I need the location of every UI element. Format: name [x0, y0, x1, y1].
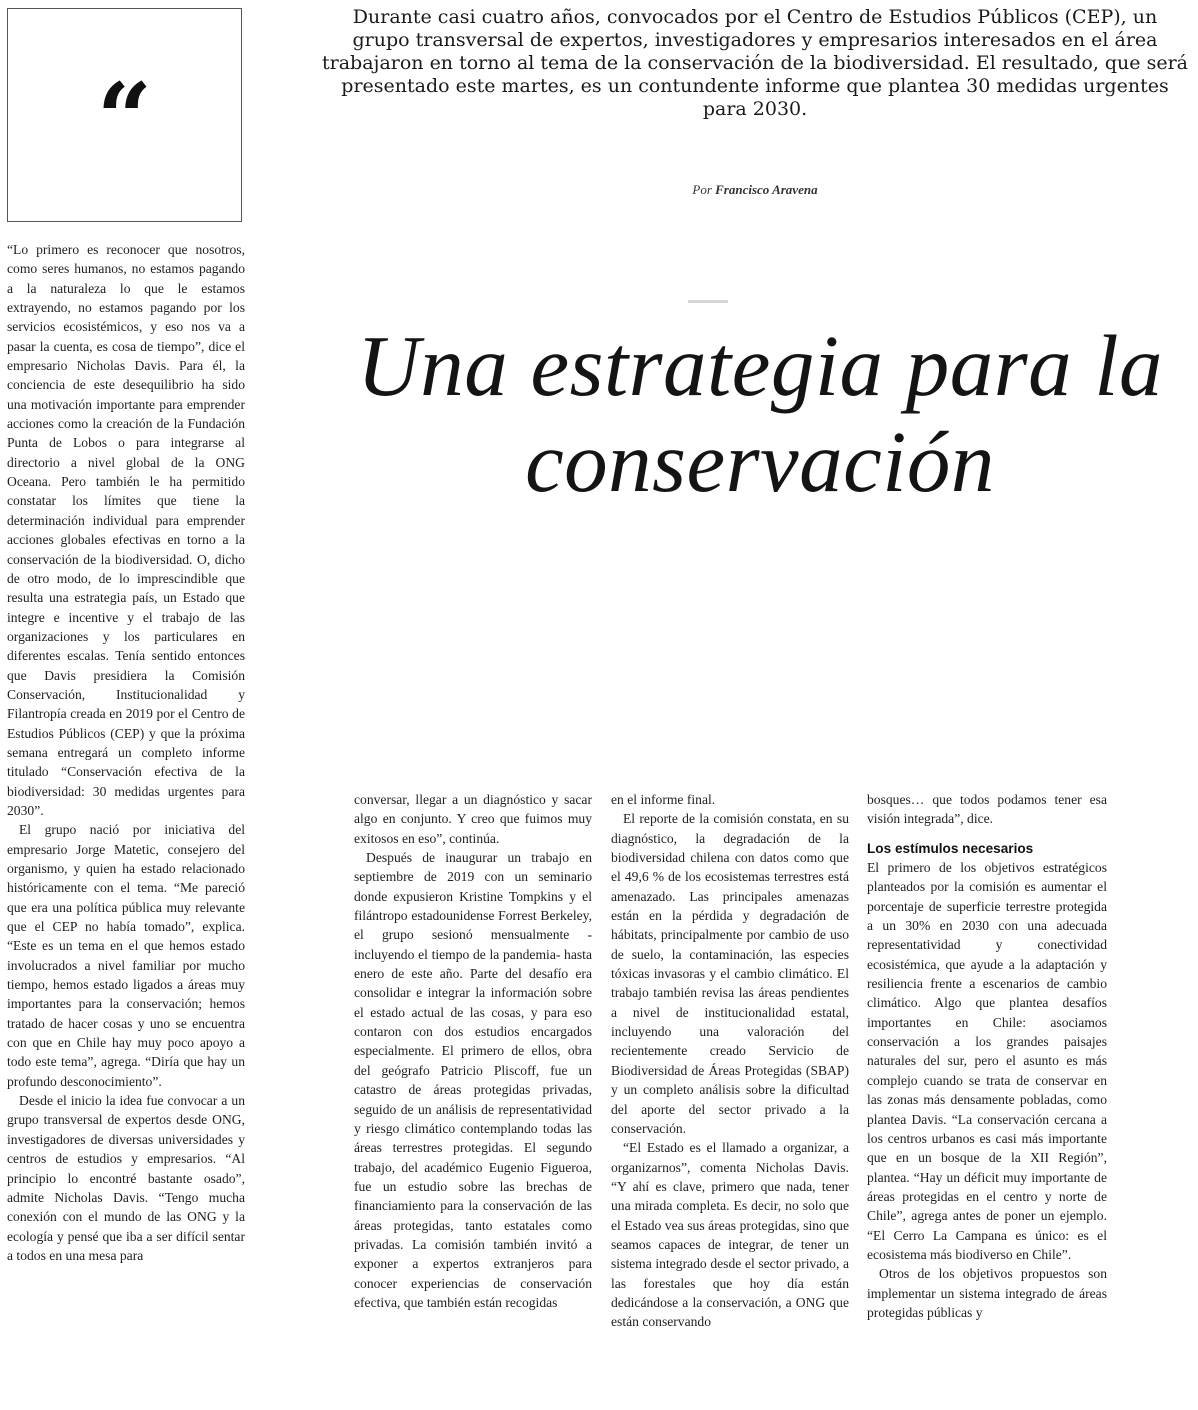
column-2	[354, 790, 592, 1312]
article-headline: Una estrategia para la conservación	[356, 317, 1164, 510]
paragraph: “El Estado es el llamado a organizar, a organizarnos”, comenta Nicholas Davis. “Y ahí es clave, primero que nada, tener una mirada completa. Es decir, no solo que el Estado vea sus áreas protegidas, sino que seamos capaces de integrar, de tener un sistema integrado desde el sector privado, a las forestales que hoy día están dedicándose a la conservación, a ONG que están conservando	[611, 1140, 849, 1330]
paragraph: conversar, llegar a un diagnóstico y sacar algo en conjunto. Y creo que fuimos muy exitosos en eso”, continúa.	[354, 792, 592, 846]
paragraph: bosques… que todos podamos tener esa visión integrada”, dice.	[867, 792, 1107, 827]
paragraph: El primero de los objetivos estratégicos planteados por la comisión es aumentar el porcentaje de superficie terrestre protegida a un 30% en 2030 con una adecuada representatividad y conectividad ecosistémica, que ayude a la adaptación y resiliencia frente a escenarios de cambio climático. Algo que plantea desafíos importantes en Chile: asociamos conservación a los grandes paisajes naturales del sur, pero el asunto es más complejo cuando se trata de conservar en las zonas más densamente pobladas, como plantea Davis. “La conservación cercana a los centros urbanos es casi más importante que en un bosque de la XII Región”, plantea. “Hay un déficit muy importante de áreas protegidas en el centro y norte de Chile”, agrega antes de poner un ejemplo. “El Cerro La Campana es único: es el ecosistema más biodiverso en Chile”.	[867, 860, 1107, 1262]
byline	[322, 182, 1188, 198]
byline-author: Francisco Aravena	[715, 182, 818, 197]
paragraph: Después de inaugurar un trabajo en septiembre de 2019 con un seminario donde expusieron Kristine Tompkins y el filántropo estadounidense Forrest Berkeley, el grupo sesionó mensualmente -incluyendo el tiempo de la pandemia- hasta enero de este año. Parte del desafío era consolidar e integrar la información sobre el estado actual de las cosas, y para eso contaron con dos estudios encargados especialmente. El primero de ellos, obra del geógrafo Patricio Pliscoff, fue un catastro de áreas protegidas privadas, seguido de un análisis de representatividad y riesgo climático contemplando todas las áreas terrestres protegidas. El segundo trabajo, del académico Eugenio Figueroa, fue un estudio sobre las brechas de financiamiento para la conservación de las áreas protegidas, tanto estatales como privadas. La comisión también invitó a exponer a expertos extranjeros para conocer experiencias de conservación efectiva, que también están recogidas	[354, 850, 592, 1310]
column-1	[7, 240, 245, 1265]
decorative-rule	[688, 300, 728, 303]
paragraph: El grupo nació por iniciativa del empresario Jorge Matetic, consejero del organismo, y quien ha estado relacionado históricamente con el tema. “Me pareció que era una política pública muy relevante que el CEP no había tomado”, explica. “Este es un tema en el que hemos estado involucrados a nivel familiar por mucho tiempo, hemos estado ligados a áreas muy importantes para la conservación; hemos tratado de hacer cosas y uno se encuentra con que en Chile hay muy poco apoyo a todo este tema”, agrega. “Diría que hay un profundo desconocimiento”.	[7, 822, 245, 1089]
column-3	[611, 790, 849, 1332]
paragraph: en el informe final.	[611, 792, 716, 807]
pull-quote-box	[7, 8, 242, 222]
lead-paragraph: Durante casi cuatro años, convocados por el Centro de Estudios Públicos (CEP), un grupo transversal de expertos, investigadores y empresarios interesados en el área trabajaron en torno al tema de la conservación de la biodiversidad. El resultado, que será presentado este martes, es un contundente informe que plantea 30 medidas urgentes para 2030.	[322, 6, 1188, 120]
byline-prefix: Por	[692, 182, 712, 197]
quote-mark-icon: “	[96, 62, 153, 175]
paragraph: Desde el inicio la idea fue convocar a un grupo transversal de expertos desde ONG, investigadores de diversas universidades y centros de estudios y empresarios. “Al principio lo encontré bastante osado”, admite Nicholas Davis. “Tengo mucha conexión con el mundo de las ONG y la ecología y pensé que iba a ser difícil sentar a todos en una mesa para	[7, 1093, 245, 1263]
paragraph: “Lo primero es reconocer que nosotros, como seres humanos, no estamos pagando a la naturaleza lo que le estamos extrayendo, no estamos pagando por los servicios ecosistémicos, y eso nos va a pasar la cuenta, es cosa de tiempo”, dice el empresario Nicholas Davis. Para él, la conciencia de este desequilibrio ha sido una motivación importante para emprender acciones como la creación de la Fundación Punta de Lobos o para integrarse al directorio a nivel global de la ONG Oceana. Pero también le ha permitido constatar los límites que tiene la determinación individual para emprender acciones globales efectivas en torno a la conservación de la biodiversidad. O, dicho de otro modo, de lo imprescindible que resulta una estrategia país, un Estado que integre e incentive y el trabajo de las organizaciones y los particulares en diferentes escalas. Tenía sentido entonces que Davis presidiera la Comisión Conservación, Institucionalidad y Filantropía creada en 2019 por el Centro de Estudios Públicos (CEP) y que la próxima semana entregará un completo informe titulado “Conservación efectiva de la biodiversidad: 30 medidas urgentes para 2030”.	[7, 242, 245, 818]
section-subheading: Los estímulos necesarios	[867, 840, 1034, 856]
column-4	[867, 790, 1107, 1322]
paragraph: El reporte de la comisión constata, en su diagnóstico, la degradación de la biodiversidad chilena con datos como que el 49,6 % de los ecosistemas terrestres está amenazado. Las principales amenazas están en la pérdida y degradación de hábitats, principalmente por cambio de uso de suelo, la contaminación, las especies tóxicas invasoras y el cambio climático. El trabajo también revisa las áreas pendientes a nivel de institucionalidad estatal, incluyendo una valoración del recientemente creado Servicio de Biodiversidad de Áreas Protegidas (SBAP) y un completo análisis sobre la dificultad del aporte del sector privado a la conservación.	[611, 811, 849, 1136]
paragraph: Otros de los objetivos propuestos son implementar un sistema integrado de áreas protegidas públicas y	[867, 1266, 1107, 1320]
